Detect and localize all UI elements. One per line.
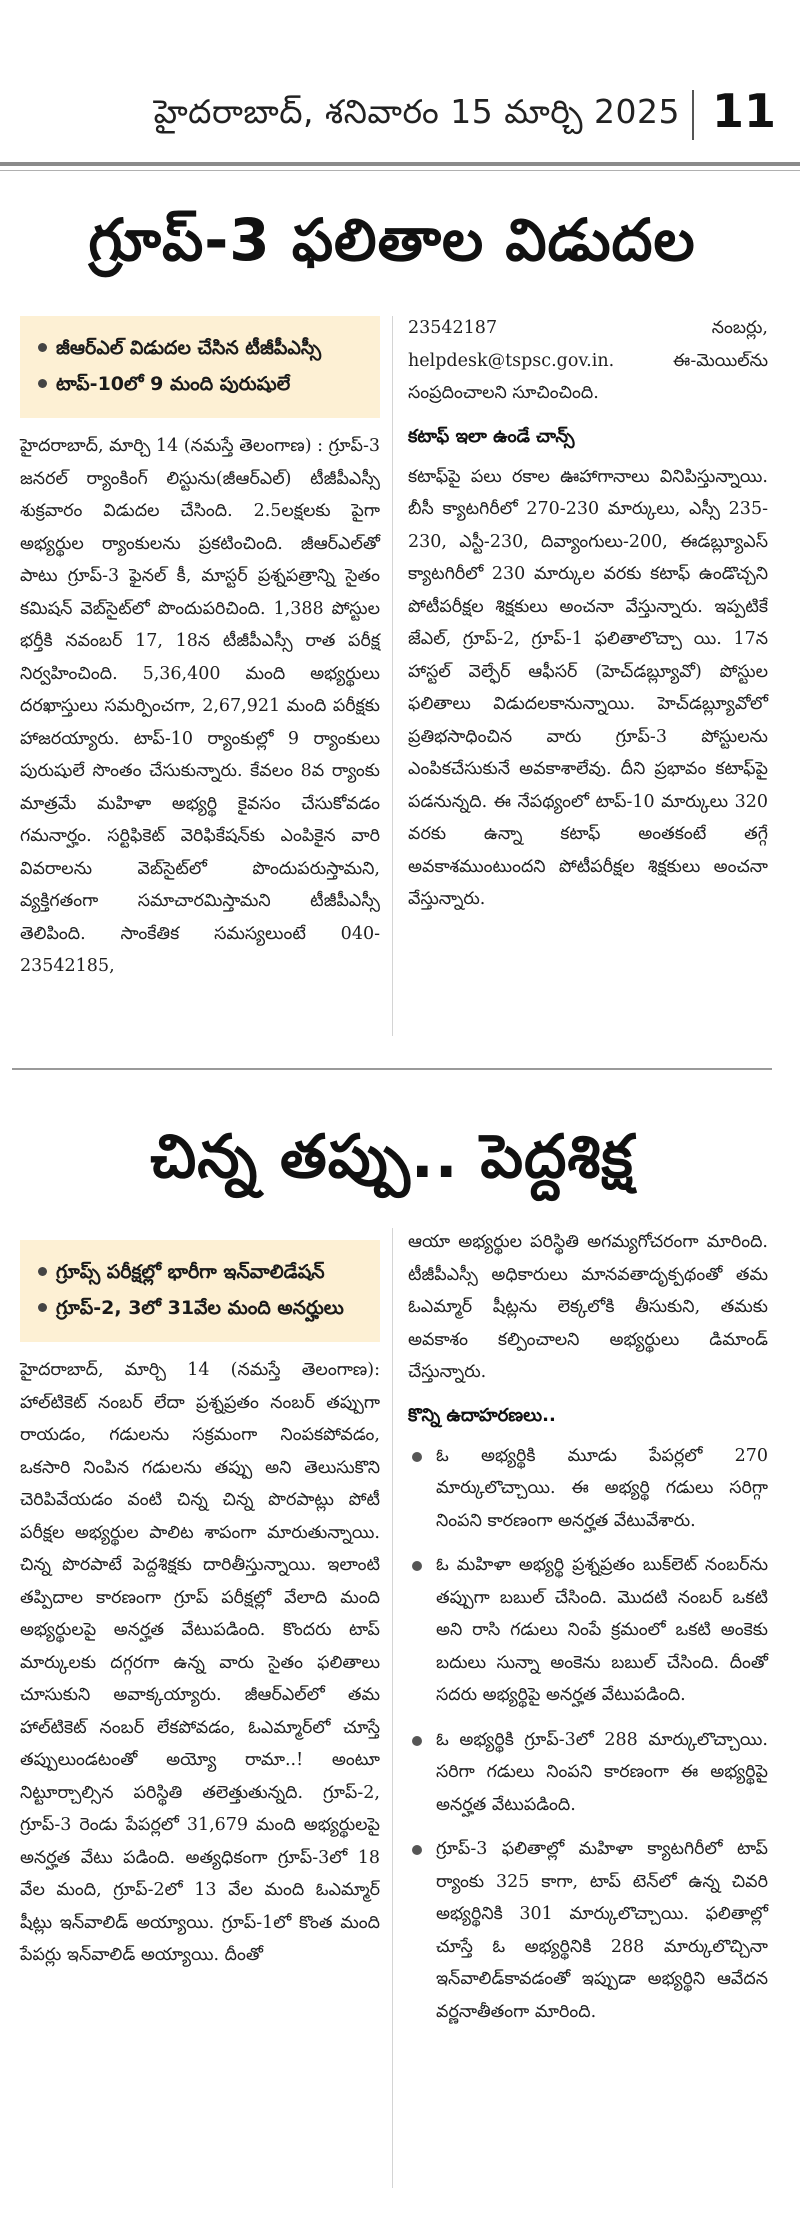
story-body-continued: ఆయా అభ్యర్థుల పరిస్థితి అగమ్యగోచరంగా మారింది. టీజీపీఎస్సీ అధికారులు మానవతాదృక్పథంతో తమ ఓఎమ్మార్ షీట్లను లెక్కలోకి తీసుకుని, తమకు అవకాశం కల్పించాలని అభ్యర్థులు డిమాండ్ చేస్తున్నారు.	[408, 1232, 768, 1382]
story-small-mistake	[12, 1108, 772, 2208]
story-left-column	[20, 1240, 380, 1972]
highlights-box	[20, 1240, 380, 1342]
story-body-contact: 23542187 నంబర్లు, helpdesk@tspsc.gov.in. ఈ-మెయిల్‌ను సంప్రదించాలని సూచించింది.	[408, 318, 768, 403]
masthead-rule	[0, 162, 800, 166]
story-subhead: కొన్ని ఉదాహరణలు..	[408, 1404, 556, 1426]
page-number: 11	[712, 84, 777, 138]
story-body: హైదరాబాద్, మార్చి 14 (నమస్తే తెలంగాణ) : గ్రూప్-3 జనరల్ ర్యాంకింగ్ లిస్టును(జీఆర్ఎల్) టీజీపీఎస్సీ శుక్రవారం విడుదల చేసింది. 2.5లక్షలకు పైగా అభ్యర్థుల ర్యాంకులను ప్రకటించింది. జీఆర్ఎల్‌తో పాటు గ్రూప్-3 ఫైనల్ కీ, మాస్టర్ ప్రశ్నపత్రాన్ని సైతం కమిషన్ వెబ్‌సైట్‌లో పొందుపరిచింది. 1,388 పోస్టుల భర్తీకి నవంబర్ 17, 18న టీజీపీఎస్సీ రాత పరీక్ష నిర్వహించింది. 5,36,400 మంది అభ్యర్థులు దరఖాస్తులు సమర్పించగా, 2,67,921 మంది పరీక్షకు హాజరయ్యారు. టాప్-10 ర్యాంకుల్లో 9 ర్యాంకులు పురుషులే సొంతం చేసుకున్నారు. కేవలం 8వ ర్యాంకు మాత్రమే మహిళా అభ్యర్థి కైవసం చేసుకోవడం గమనార్హం. సర్టిఫికెట్ వెరిఫికేషన్‌కు ఎంపికైన వారి వివరాలను వెబ్‌సైట్‌లో పొందుపరుస్తామని, వ్యక్తిగతంగా సమాచారమిస్తామని టీజీపీఎస్సీ తెలిపింది. సాంకేతిక సమస్యలుంటే 040-23542185,	[20, 436, 380, 976]
story-headline: గ్రూప్-3 ఫలితాల విడుదల	[88, 206, 696, 274]
highlight-item: గ్రూప్స్ పరీక్షల్లో భారీగా ఇన్‌వాలిడేషన్	[34, 1254, 366, 1290]
story-headline: చిన్న తప్పు.. పెద్దశిక్ష	[150, 1122, 634, 1192]
column-rule	[392, 316, 393, 1036]
highlights-box	[20, 316, 380, 418]
story-subhead: కటాఫ్ ఇలా ఉండే చాన్స్	[408, 425, 575, 447]
masthead-rule-thin	[0, 170, 800, 171]
example-item: ఓ మహిళా అభ్యర్థి ప్రశ్నప్రతం బుక్‌లెట్ నంబర్‌ను తప్పుగా బబుల్ చేసింది. మొదటి నంబర్ ఒకటి అని రాసి గడులు నింపే క్రమంలో ఒకటి అంకెకు బదులు సున్నా అంకెను బబుల్ చేసింది. దీంతో సదరు అభ్యర్థిపై అనర్హత వేటుపడింది.	[408, 1549, 768, 1712]
example-item: ఓ అభ్యర్థికి గ్రూప్-3లో 288 మార్కులొచ్చాయి. సరిగా గడులు నింపని కారణంగా ఈ అభ్యర్థిపై అనర్హత వేటుపడింది.	[408, 1724, 768, 1822]
masthead	[0, 0, 800, 160]
highlight-item: గ్రూప్-2, 3లో 31వేల మంది అనర్హులు	[34, 1290, 366, 1326]
masthead-separator	[692, 90, 694, 140]
highlight-item: టాప్-10లో 9 మంది పురుషులే	[34, 366, 366, 402]
examples-list	[408, 1440, 768, 2029]
story-divider	[12, 1068, 772, 1070]
story-right-column	[408, 312, 768, 916]
highlight-item: జీఆర్ఎల్ విడుదల చేసిన టీజీపీఎస్సీ	[34, 330, 366, 366]
story-right-column	[408, 1226, 768, 2040]
story-body-cutoff: కటాఫ్‌పై పలు రకాల ఊహాగానాలు వినిపిస్తున్నాయి. బీసీ క్యాటగిరీలో 270-230 మార్కులు, ఎస్సీ 235-230, ఎస్టీ-230, దివ్యాంగులు-200, ఈడబ్ల్యూఎస్ క్యాటగిరీలో 230 మార్కుల వరకు కటాఫ్ ఉండొచ్చని పోటీపరీక్షల శిక్షకులు అంచనా వేస్తున్నారు. ఇప్పటికే జేఎల్, గ్రూప్-2, గ్రూప్-1 ఫలితాలొచ్చా యి. 17న హాస్టల్ వెల్ఫేర్ ఆఫీసర్ (హెచ్‌డబ్ల్యూవో) పోస్టుల ఫలితాలు విడుదలకానున్నాయి. హెచ్‌డబ్ల్యూవోలో ప్రతిభసాధించిన వారు గ్రూప్-3 పోస్టులను ఎంపికచేసుకునే అవకాశాలేవు. దీని ప్రభావం కటాఫ్‌పై పడనున్నది. ఈ నేపథ్యంలో టాప్-10 మార్కులు 320 వరకు ఉన్నా కటాఫ్ అంతకంటే తగ్గే అవకాశముంటుందని పోటీపరీక్షల శిక్షకులు అంచనా వేస్తున్నారు.	[408, 466, 768, 909]
story-left-column	[20, 316, 380, 983]
example-item: గ్రూప్-3 ఫలితాల్లో మహిళా క్యాటగిరీలో టాప్ ర్యాంకు 325 కాగా, టాప్ టెన్‌లో ఉన్న చివరి అభ్యర్థినికి 301 మార్కులొచ్చాయి. ఫలితాల్లో చూస్తే ఓ అభ్యర్థినికి 288 మార్కులొచ్చినా ఇన్‌వాలిడ్‌కావడంతో ఇప్పుడా అభ్యర్థిని ఆవేదన వర్ణనాతీతంగా మారింది.	[408, 1833, 768, 2028]
example-item: ఓ అభ్యర్థికి మూడు పేపర్లలో 270 మార్కులొచ్చాయి. ఈ అభ్యర్థి గడులు సరిగ్గా నింపని కారణంగా అనర్హత వేటువేశారు.	[408, 1440, 768, 1538]
story-group3-results	[12, 188, 772, 1048]
column-rule	[392, 1228, 393, 2188]
story-body: హైదరాబాద్, మార్చి 14 (నమస్తే తెలంగాణ): హాల్‌టికెట్ నంబర్ లేదా ప్రశ్నప్రతం నంబర్ తప్పుగా రాయడం, గడులను సక్రమంగా నింపకపోవడం, ఒకసారి నింపిన గడులను తప్పు అని తెలుసుకొని చెరిపివేయడం వంటి చిన్న చిన్న పొరపాట్లు పోటీ పరీక్షల అభ్యర్థుల పాలిట శాపంగా మారుతున్నాయి. చిన్న పొరపాటే పెద్దశిక్షకు దారితీస్తున్నాయి. ఇలాంటి తప్పిదాల కారణంగా గ్రూప్ పరీక్షల్లో వేలాది మంది అభ్యర్థులపై అనర్హత వేటుపడింది. కొందరు టాప్ మార్కులకు దగ్గరగా ఉన్న వారు సైతం ఫలితాలు చూసుకుని అవాక్కయ్యారు. జీఆర్ఎల్‌లో తమ హాల్‌టికెట్ నంబర్ లేకపోవడం, ఓఎమ్మార్‌లో చూస్తే తప్పులుండటంతో అయ్యో రామా..! అంటూ నిట్టూర్చాల్సిన పరిస్థితి తలెత్తుతున్నది. గ్రూప్-2, గ్రూప్-3 రెండు పేపర్లలో 31,679 మంది అభ్యర్థులపై అనర్హత వేటు పడింది. అత్యధికంగా గ్రూప్-3లో 18 వేల మంది, గ్రూప్-2లో 13 వేల మంది ఓఎమ్మార్ షీట్లు ఇన్‌వాలిడ్ అయ్యాయి. గ్రూప్-1లో కొంత మంది పేపర్లు ఇన్‌వాలిడ్ అయ్యాయి. దీంతో	[20, 1360, 380, 1965]
dateline: హైదరాబాద్, శనివారం 15 మార్చి 2025	[153, 92, 680, 131]
